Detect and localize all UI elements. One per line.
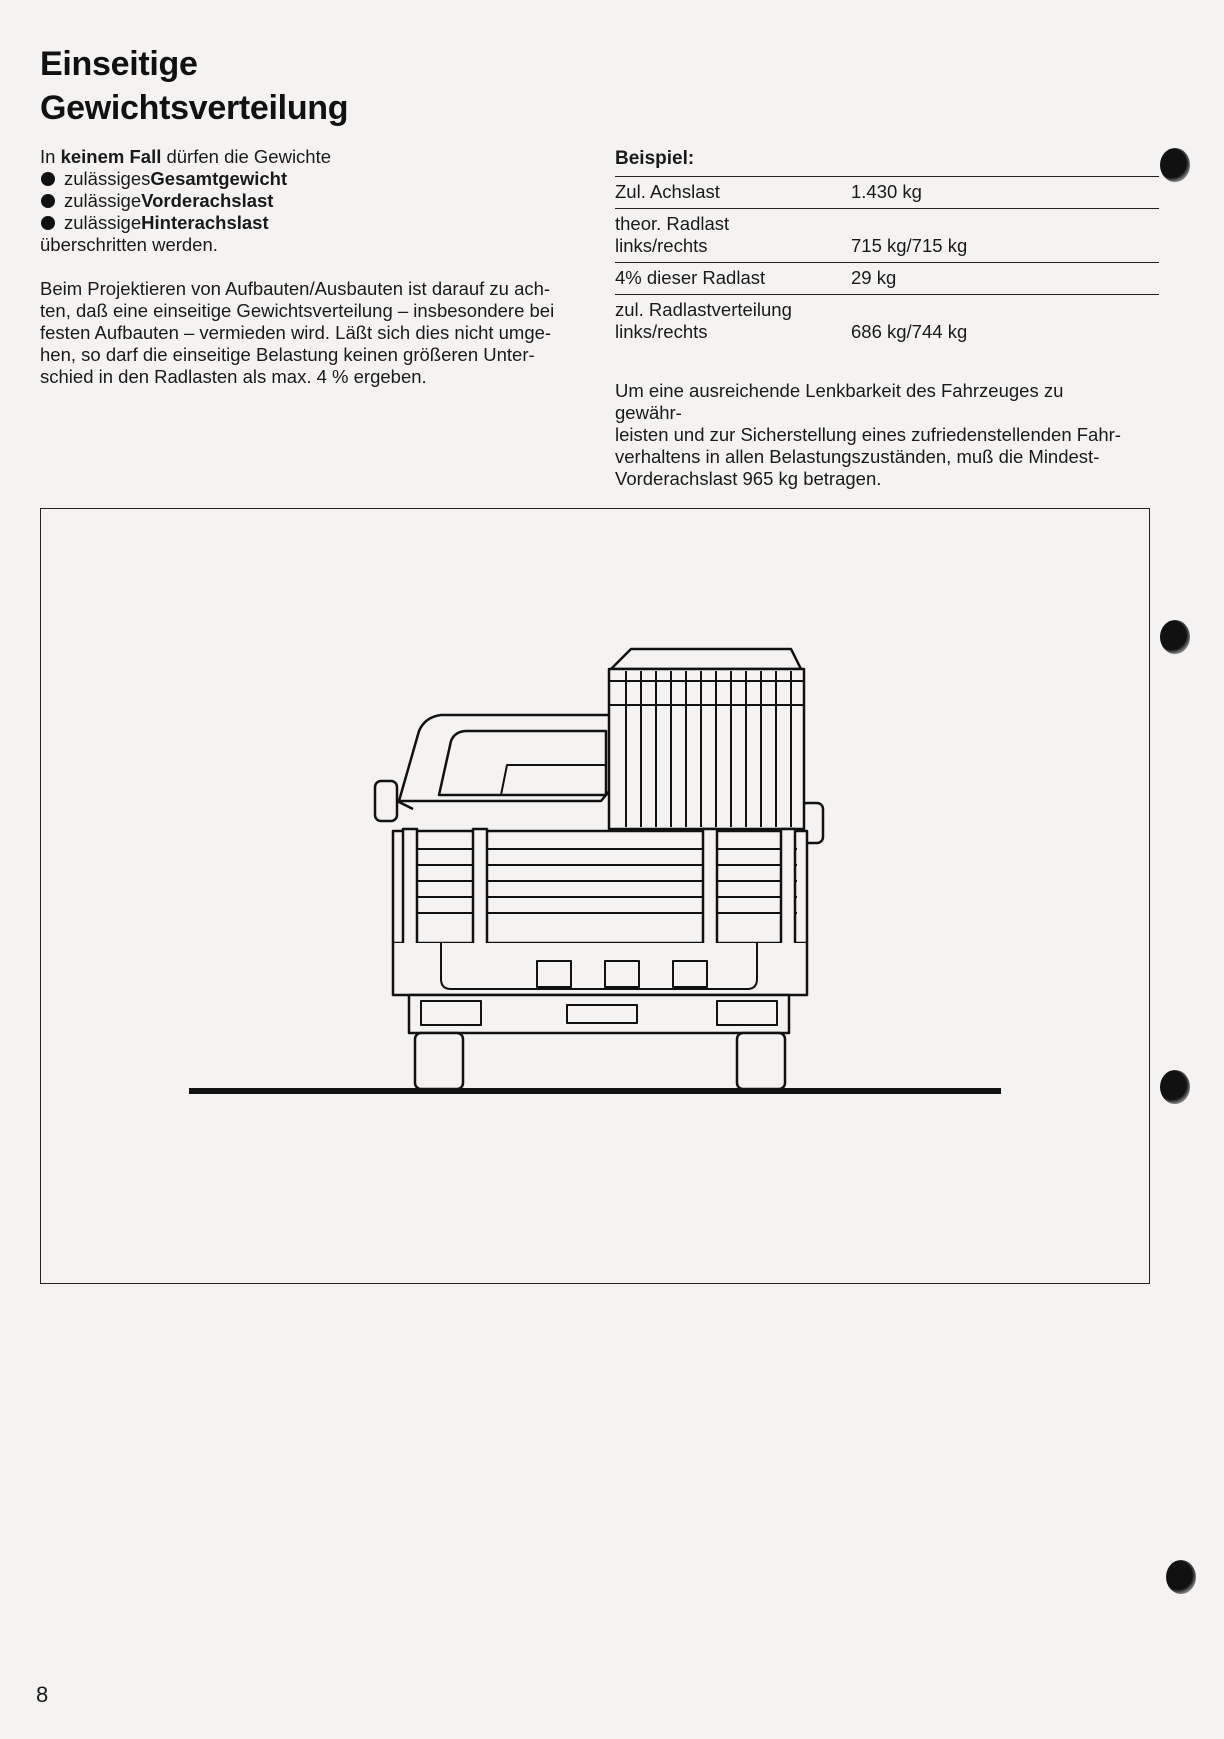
bullet-bold: Hinterachslast	[141, 212, 269, 233]
example-heading: Beispiel:	[615, 148, 1159, 177]
bullet-bold: Vorderachslast	[141, 190, 274, 211]
example-label-line: 4% dieser Radlast	[615, 267, 766, 288]
bullet-item	[40, 190, 600, 212]
rear-chassis	[393, 943, 807, 995]
left-rear-wheel	[415, 1033, 463, 1089]
title-line-2: Gewichtsverteilung	[40, 89, 349, 127]
example-row	[615, 177, 1159, 209]
paragraph-line: festen Aufbauten – vermieden wird. Läßt sich dies nicht umge-	[40, 322, 552, 343]
bullet-bold: Gesamtgewicht	[150, 168, 288, 189]
bullet-prefix: zulässiges	[64, 168, 151, 189]
title-line-1: Einseitige	[40, 45, 198, 83]
example-row	[615, 209, 1159, 263]
punch-hole	[1160, 620, 1190, 654]
truck-illustration-frame	[40, 508, 1150, 1284]
punch-hole	[1160, 148, 1190, 182]
paragraph-line: ten, daß eine einseitige Gewichtsverteilung – insbesondere bei	[40, 300, 555, 321]
intro-section	[40, 146, 600, 388]
example-label-line: theor. Radlast	[615, 213, 730, 234]
steering-paragraph	[615, 380, 1135, 490]
example-label-line: links/rechts	[615, 321, 708, 342]
crate-load	[609, 669, 804, 829]
weight-bullet-list	[40, 168, 600, 234]
example-label-line: links/rechts	[615, 235, 708, 256]
truck-rear-view-illustration	[41, 509, 1149, 1283]
bullet-prefix: zulässige	[64, 212, 142, 233]
example-label	[615, 267, 851, 289]
paragraph-line: Vorderachslast 965 kg betragen.	[615, 468, 882, 489]
left-mirror	[375, 781, 397, 821]
example-label	[615, 299, 851, 343]
example-label	[615, 181, 851, 203]
example-row	[615, 295, 1159, 348]
paragraph-line: hen, so darf die einseitige Belastung keinen größeren Unter-	[40, 344, 535, 365]
intro-lead-bold: keinem Fall	[60, 146, 162, 167]
bullet-item	[40, 168, 600, 190]
paragraph-line: verhaltens in allen Belastungszuständen, muß die Mindest-	[615, 446, 1100, 467]
paragraph-line: leisten und zur Sicherstellung eines zufriedenstellenden Fahr-	[615, 424, 1121, 445]
bullet-item	[40, 212, 600, 234]
bullet-dot-icon	[41, 216, 55, 230]
example-value: 715 kg/715 kg	[851, 235, 968, 256]
page-title	[40, 42, 348, 130]
crate-top	[611, 649, 801, 669]
example-table	[615, 148, 1159, 348]
projecting-paragraph	[40, 278, 600, 388]
example-value: 1.430 kg	[851, 181, 922, 202]
punch-hole	[1160, 1070, 1190, 1104]
bullet-dot-icon	[41, 172, 55, 186]
intro-lead-prefix: In	[40, 146, 61, 167]
example-label	[615, 213, 851, 257]
page-number: 8	[36, 1682, 49, 1707]
intro-lead	[40, 146, 600, 168]
cargo-platform	[393, 831, 807, 943]
example-row	[615, 263, 1159, 295]
example-value: 686 kg/744 kg	[851, 321, 968, 342]
right-rear-wheel	[737, 1033, 785, 1089]
paragraph-line: schied in den Radlasten als max. 4 % ergeben.	[40, 366, 427, 387]
example-value: 29 kg	[851, 267, 897, 288]
truck-cab	[399, 715, 611, 801]
paragraph-line: Beim Projektieren von Aufbauten/Ausbauten ist darauf zu ach-	[40, 278, 551, 299]
bullet-dot-icon	[41, 194, 55, 208]
example-label-line: zul. Radlastverteilung	[615, 299, 792, 320]
bullet-prefix: zulässige	[64, 190, 142, 211]
paragraph-line: Um eine ausreichende Lenkbarkeit des Fahrzeuges zu gewähr-	[615, 380, 1064, 423]
intro-after-bullets: überschritten werden.	[40, 234, 218, 255]
intro-lead-suffix: dürfen die Gewichte	[161, 146, 332, 167]
example-label-line: Zul. Achslast	[615, 181, 720, 202]
punch-hole	[1166, 1560, 1196, 1594]
